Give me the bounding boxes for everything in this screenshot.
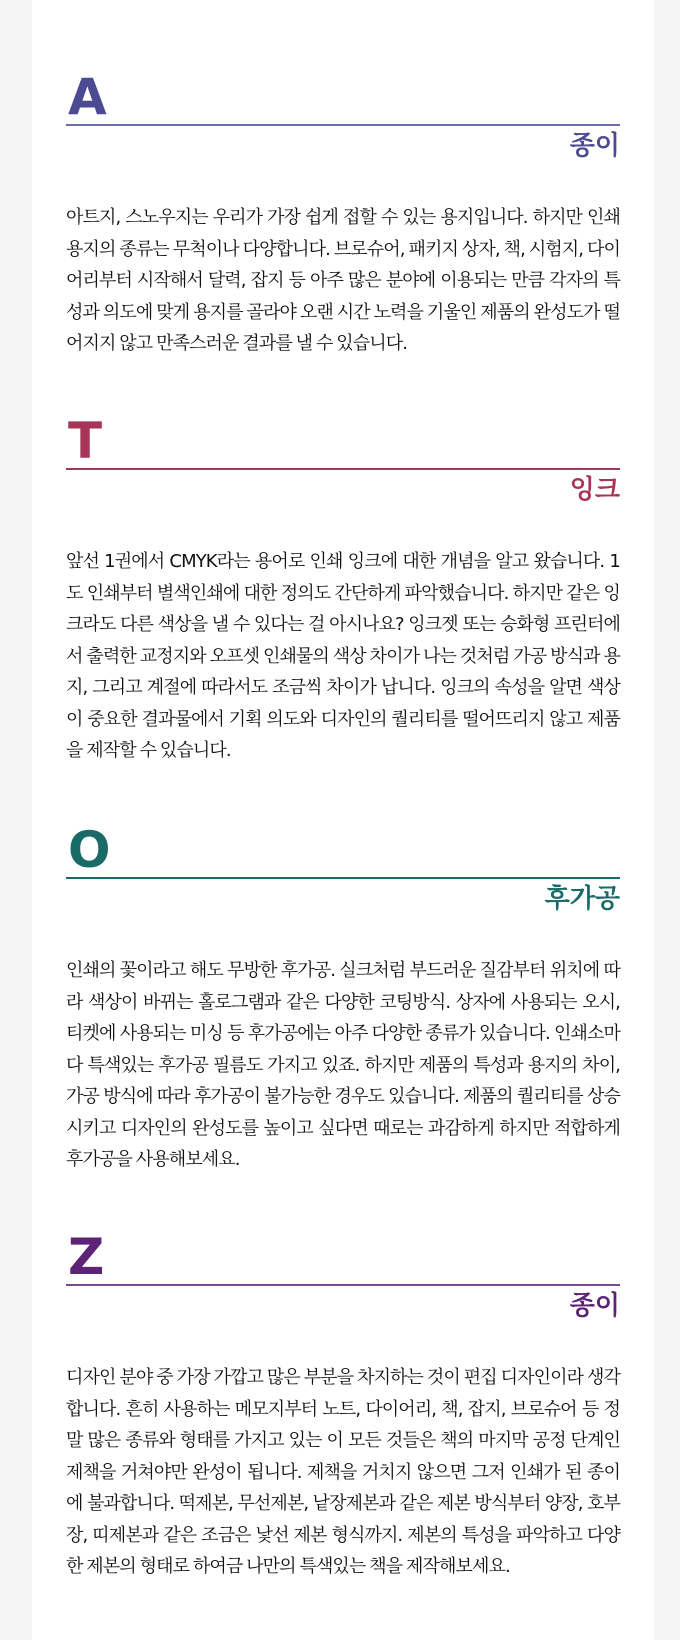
section-body: 디자인 분야 중 가장 가깝고 많은 부분을 차지하는 것이 편집 디자인이라 생각합니다. 흔히 사용하는 메모지부터 노트, 다이어리, 책, 잡지, 브로슈어 등 정말 많은 종류와 형태를 가지고 있는 이 모든 것들은 책의 마지막 공정 단계인 제책을 거쳐야만 완성이 됩니다. 제책을 거치지 않으면 그저 인쇄가 된 종이에 불과합니다. 떡제본, 무선제본, 낱장제본과 같은 제본 방식부터 양장, 호부장, 띠제본과 같은 조금은 낯선 제본 형식까지. 제본의 특성을 파악하고 다양한 제본의 형태로 하여금 나만의 특색있는 책을 제작해보세요. bbox=[66, 1367, 620, 1577]
section-title: 잉크 bbox=[569, 475, 620, 505]
section-title: 종이 bbox=[569, 1291, 620, 1321]
section-title: 후가공 bbox=[544, 884, 620, 914]
page-content bbox=[32, 0, 654, 1640]
section-ink-t bbox=[66, 412, 620, 767]
section-letter: Z bbox=[68, 1228, 105, 1286]
section-title: 종이 bbox=[569, 131, 620, 161]
section-letter: T bbox=[68, 412, 103, 470]
section-divider bbox=[66, 1284, 620, 1286]
section-body: 아트지, 스노우지는 우리가 가장 쉽게 접할 수 있는 용지입니다. 하지만 인쇄 용지의 종류는 무척이나 다양합니다. 브로슈어, 패키지 상자, 책, 시험지, 다이어리부터 시작해서 달력, 잡지 등 아주 많은 분야에 이용되는 만큼 각자의 특성과 의도에 맞게 용지를 골라야 오랜 시간 노력을 기울인 제품의 완성도가 떨어지지 않고 만족스러운 결과를 낼 수 있습니다. bbox=[66, 207, 620, 354]
section-paper-a bbox=[66, 68, 620, 360]
section-divider bbox=[66, 468, 620, 470]
section-paper-z bbox=[66, 1228, 620, 1583]
section-letter: O bbox=[68, 821, 111, 879]
section-postprocessing-o bbox=[66, 821, 620, 1176]
section-body: 앞선 1권에서 CMYK라는 용어로 인쇄 잉크에 대한 개념을 알고 왔습니다. 1도 인쇄부터 별색인쇄에 대한 정의도 간단하게 파악했습니다. 하지만 같은 잉크라도 다른 색상을 낼 수 있다는 걸 아시나요? 잉크젯 또는 승화형 프린터에서 출력한 교정지와 오프셋 인쇄물의 색상 차이가 나는 것처럼 가공 방식과 용지, 그리고 계절에 따라서도 조금씩 차이가 납니다. 잉크의 속성을 알면 색상이 중요한 결과물에서 기획 의도와 디자인의 퀄리티를 떨어뜨리지 않고 제품을 제작할 수 있습니다. bbox=[66, 551, 620, 761]
section-divider bbox=[66, 877, 620, 879]
section-divider bbox=[66, 124, 620, 126]
section-body: 인쇄의 꽃이라고 해도 무방한 후가공. 실크처럼 부드러운 질감부터 위치에 따라 색상이 바뀌는 홀로그램과 같은 다양한 코팅방식. 상자에 사용되는 오시, 티켓에 사용되는 미싱 등 후가공에는 아주 다양한 종류가 있습니다. 인쇄소마다 특색있는 후가공 필름도 가지고 있죠. 하지만 제품의 특성과 용지의 차이, 가공 방식에 따라 후가공이 불가능한 경우도 있습니다. 제품의 퀄리티를 상승 시키고 디자인의 완성도를 높이고 싶다면 때로는 과감하게 하지만 적합하게 후가공을 사용해보세요. bbox=[66, 960, 620, 1170]
section-letter: A bbox=[68, 68, 107, 126]
